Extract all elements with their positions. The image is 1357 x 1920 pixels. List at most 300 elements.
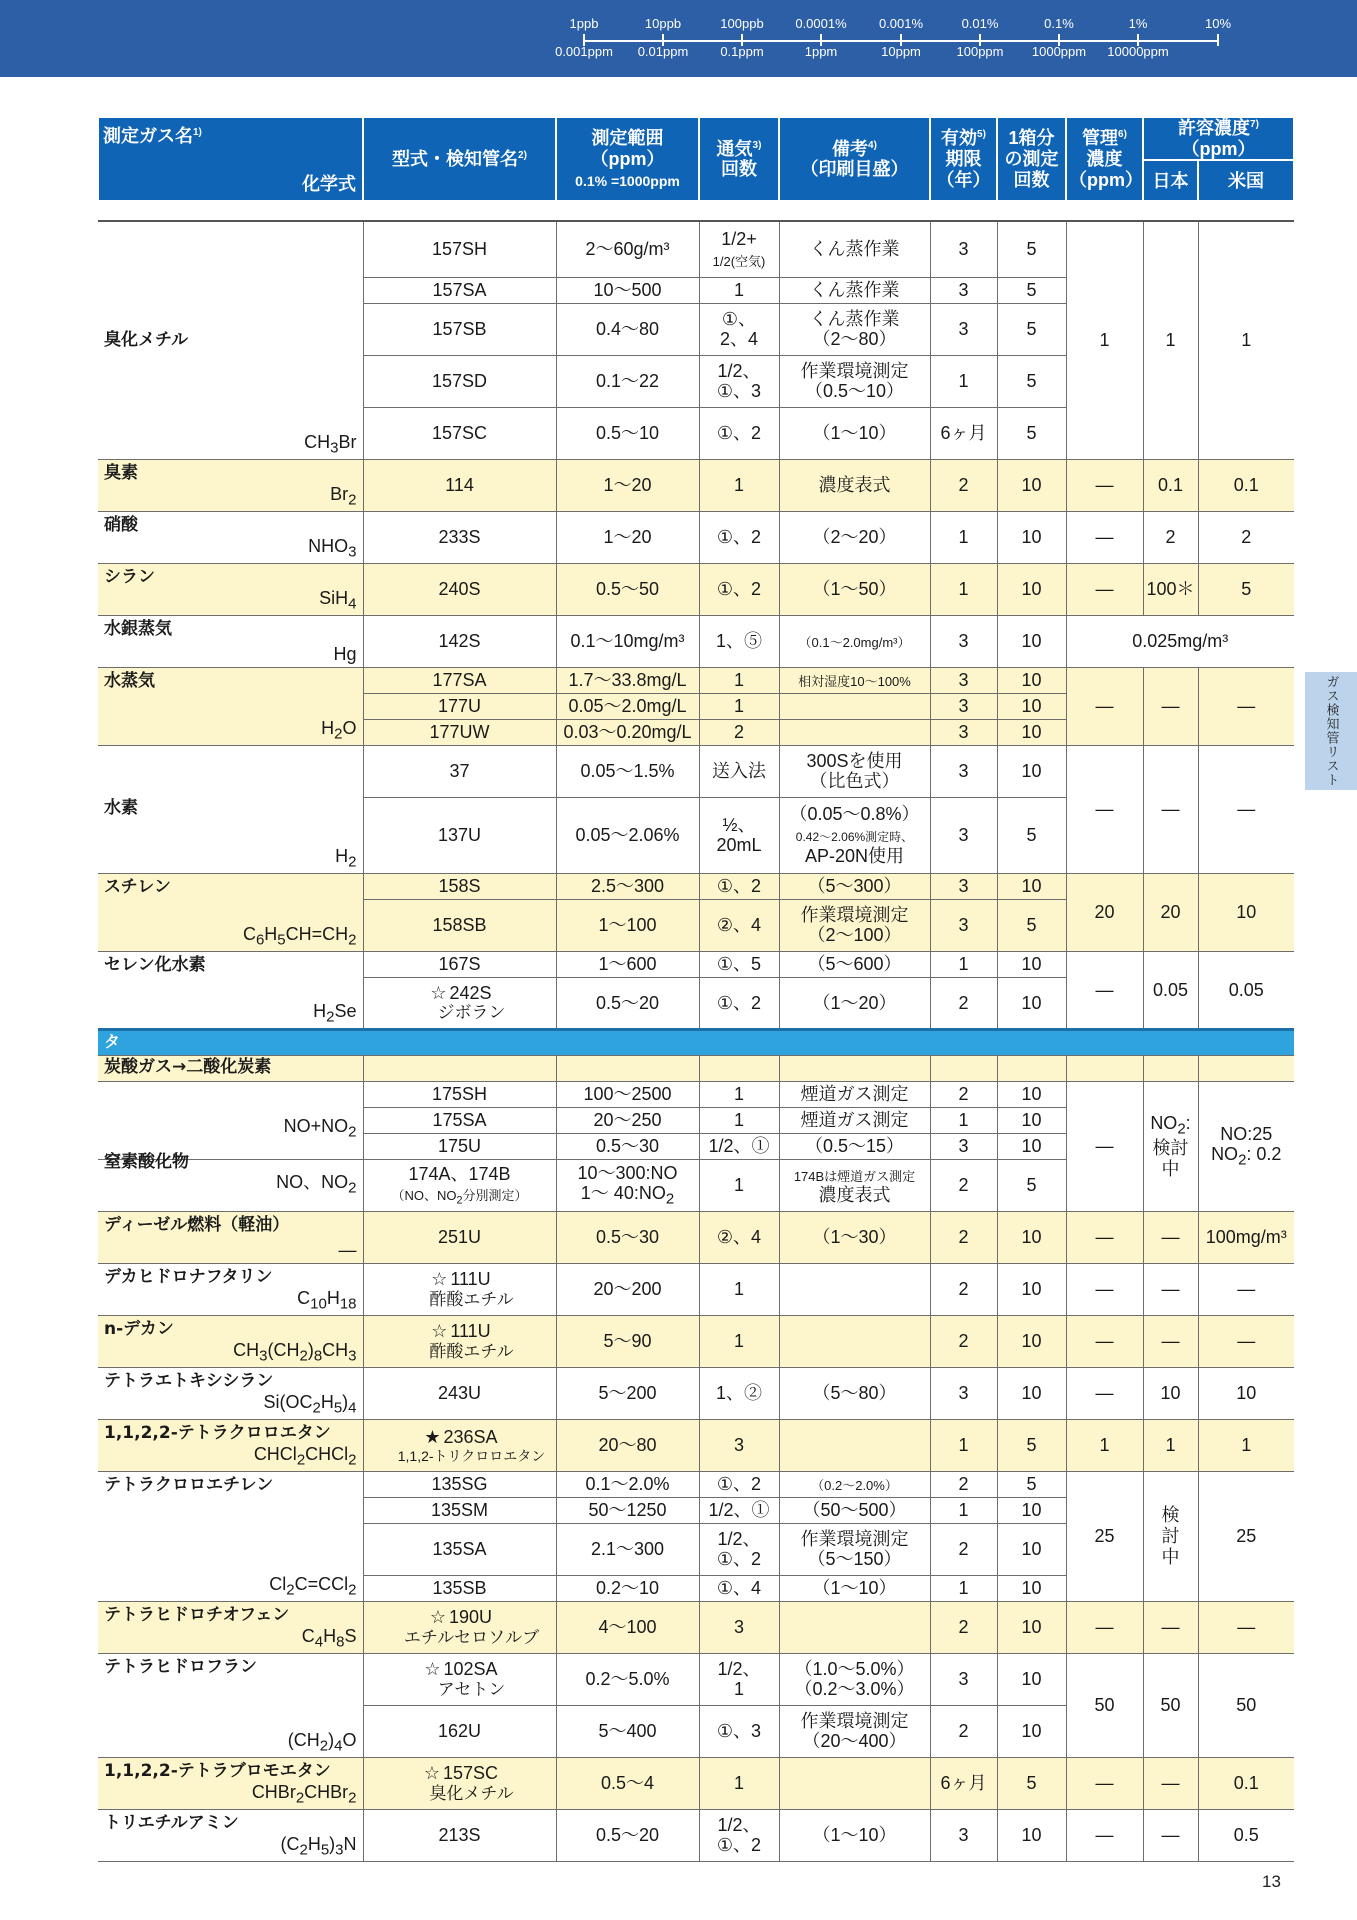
tube-model: 135SG <box>363 1471 556 1497</box>
tube-model: 240S <box>363 563 556 615</box>
gas-detector-tube-table <box>97 116 1295 1862</box>
gas-name-cell: テトラヒドロチオフェン $C_4H_8S$ <box>98 1601 363 1653</box>
remarks: （1～30） <box>779 1211 930 1263</box>
allowable-usa: NO:25 $NO_2$: 0.2 <box>1198 1081 1294 1211</box>
strokes: 2 <box>699 719 779 745</box>
measuring-range: 1～100 <box>556 899 699 951</box>
expiry: 2 <box>930 1601 997 1653</box>
expiry: 2 <box>930 1263 997 1315</box>
expiry: 2 <box>930 1159 997 1211</box>
allowable-usa: — <box>1198 1315 1294 1367</box>
measuring-range: 1.7～33.8mg/L <box>556 667 699 693</box>
gas-name-cell: テトラクロロエチレン $Cl_2C=CCl_2$ <box>98 1471 363 1601</box>
measuring-range: 0.1～10mg/m³ <box>556 615 699 667</box>
control-concentration: — <box>1066 1081 1143 1211</box>
tube-model: 175SH <box>363 1081 556 1107</box>
expiry: 2 <box>930 1315 997 1367</box>
per-box: 10 <box>997 511 1066 563</box>
header-model: 型式・検知管名$^{2)}$ <box>363 117 556 201</box>
scale-label-bottom: 0.1ppm <box>720 44 764 59</box>
measuring-range: 5～400 <box>556 1705 699 1757</box>
remarks: 174Bは煙道ガス測定 濃度表式 <box>779 1159 930 1211</box>
control-concentration: — <box>1066 1601 1143 1653</box>
header-remarks: 備考$^{4)}$ （印刷目盛） <box>779 117 930 201</box>
measuring-range: 50～1250 <box>556 1497 699 1523</box>
remarks <box>779 1263 930 1315</box>
expiry: 6ヶ月 <box>930 1757 997 1809</box>
strokes: ②、4 <box>699 899 779 951</box>
remarks: （5～300） <box>779 873 930 899</box>
per-box: 5 <box>997 899 1066 951</box>
strokes: 1 <box>699 1315 779 1367</box>
tube-model: 157SB <box>363 303 556 355</box>
tube-model: ☆ 111U 酢酸エチル <box>363 1263 556 1315</box>
expiry: 3 <box>930 873 997 899</box>
allowable-japan: 100＊ <box>1143 563 1198 615</box>
allowable-japan: 1 <box>1143 1419 1198 1471</box>
table-row <box>98 1263 1294 1315</box>
strokes: 1 <box>699 277 779 303</box>
expiry: 1 <box>930 1107 997 1133</box>
measuring-range: 0.5～4 <box>556 1757 699 1809</box>
expiry: 3 <box>930 797 997 873</box>
per-box: 5 <box>997 303 1066 355</box>
per-box: 10 <box>997 1107 1066 1133</box>
per-box: 5 <box>997 407 1066 459</box>
gas-name-cell: シラン SiH$_4$ <box>98 563 363 615</box>
strokes: 1 <box>699 459 779 511</box>
allowable-japan: 50 <box>1143 1653 1198 1757</box>
remarks: （1～10） <box>779 407 930 459</box>
allowable-usa: 100mg/m³ <box>1198 1211 1294 1263</box>
per-box: 10 <box>997 1705 1066 1757</box>
scale-label-bottom: 10ppm <box>881 44 921 59</box>
section-label: タ <box>98 1029 1294 1055</box>
header-per-box: 1箱分 の測定 回数 <box>997 117 1066 201</box>
table-row <box>98 951 1294 977</box>
measuring-range: 0.05～2.0mg/L <box>556 693 699 719</box>
tube-model: 177U <box>363 693 556 719</box>
header-range: 測定範囲（ppm） 0.1% =1000ppm <box>556 117 699 201</box>
tube-model: ☆ 102SA アセトン <box>363 1653 556 1705</box>
measuring-range: 2.1～300 <box>556 1523 699 1575</box>
table-row <box>98 1315 1294 1367</box>
control-concentration: — <box>1066 1315 1143 1367</box>
measuring-range: 5～90 <box>556 1315 699 1367</box>
per-box: 10 <box>997 1575 1066 1601</box>
remarks <box>779 1315 930 1367</box>
tube-model: ☆ 242S ジボラン <box>363 977 556 1029</box>
section-header-row <box>98 1029 1294 1055</box>
tube-model: 135SA <box>363 1523 556 1575</box>
per-box: 10 <box>997 615 1066 667</box>
expiry: 6ヶ月 <box>930 407 997 459</box>
tube-model: 177SA <box>363 667 556 693</box>
remarks: くん蒸作業 （2～80） <box>779 303 930 355</box>
gas-name-cell: デカヒドロナフタリン $C_{10}H_{18}$ <box>98 1263 363 1315</box>
remarks: 作業環境測定 （2～100） <box>779 899 930 951</box>
strokes: 1 <box>699 693 779 719</box>
per-box: 10 <box>997 1081 1066 1107</box>
remarks: 作業環境測定 （5～150） <box>779 1523 930 1575</box>
tube-model: 114 <box>363 459 556 511</box>
expiry: 3 <box>930 221 997 277</box>
expiry: 2 <box>930 1523 997 1575</box>
per-box: 10 <box>997 951 1066 977</box>
remarks: 作業環境測定 （20～400） <box>779 1705 930 1757</box>
allowable-japan: — <box>1143 1809 1198 1861</box>
tube-model: ☆ 190U エチルセロソルブ <box>363 1601 556 1653</box>
formula-cell: NO、$NO_2$ <box>98 1159 363 1211</box>
strokes: 送入法 <box>699 745 779 797</box>
measuring-range: 0.2～5.0% <box>556 1653 699 1705</box>
per-box: 10 <box>997 1653 1066 1705</box>
allowable-usa: 50 <box>1198 1653 1294 1757</box>
control-concentration: 1 <box>1066 1419 1143 1471</box>
expiry: 2 <box>930 1081 997 1107</box>
allowable-usa: — <box>1198 667 1294 745</box>
gas-name-cell: 臭素 $Br_2$ <box>98 459 363 511</box>
header-usa: 米国 <box>1198 160 1294 201</box>
tube-model: 158S <box>363 873 556 899</box>
per-box: 10 <box>997 667 1066 693</box>
per-box: 10 <box>997 1523 1066 1575</box>
expiry: 3 <box>930 1809 997 1861</box>
per-box: 5 <box>997 1757 1066 1809</box>
allowable-usa: 0.5 <box>1198 1809 1294 1861</box>
per-box: 10 <box>997 1809 1066 1861</box>
section-side-tab[interactable] <box>1305 672 1357 790</box>
gas-name-cell: $NO+NO_2$ 窒素酸化物 <box>98 1081 363 1159</box>
expiry: 1 <box>930 1497 997 1523</box>
strokes: 1/2、 ①、2 <box>699 1523 779 1575</box>
allowable-usa: 5 <box>1198 563 1294 615</box>
allowable-japan: 10 <box>1143 1367 1198 1419</box>
allowable-usa: 2 <box>1198 511 1294 563</box>
table-row <box>98 221 1294 277</box>
remarks: （1～20） <box>779 977 930 1029</box>
scale-tick <box>1217 34 1219 46</box>
per-box: 10 <box>997 1367 1066 1419</box>
remarks: （2～20） <box>779 511 930 563</box>
measuring-range: 0.5～50 <box>556 563 699 615</box>
table-row <box>98 459 1294 511</box>
allowable-japan: — <box>1143 1263 1198 1315</box>
per-box: 5 <box>997 277 1066 303</box>
remarks <box>779 1419 930 1471</box>
gas-name-cell: 水銀蒸気 Hg <box>98 615 363 667</box>
strokes: 1/2、① <box>699 1133 779 1159</box>
per-box: 5 <box>997 797 1066 873</box>
measuring-range: 2.5～300 <box>556 873 699 899</box>
remarks: （0.05～0.8%） 0.42～2.06%測定時、 AP-20N使用 <box>779 797 930 873</box>
table-row <box>98 1757 1294 1809</box>
control-concentration: — <box>1066 563 1143 615</box>
control-concentration: — <box>1066 745 1143 873</box>
per-box: 10 <box>997 873 1066 899</box>
remarks: （0.2～2.0%） <box>779 1471 930 1497</box>
measuring-range: 0.4～80 <box>556 303 699 355</box>
gas-name-cell: 臭化メチル $CH_3Br$ <box>98 221 363 459</box>
strokes: 1 <box>699 1081 779 1107</box>
allowable-usa: 10 <box>1198 873 1294 951</box>
expiry: 1 <box>930 355 997 407</box>
per-box: 10 <box>997 1133 1066 1159</box>
per-box: 10 <box>997 693 1066 719</box>
gas-name-cell: トリエチルアミン $(C_2H_5)_3N$ <box>98 1809 363 1861</box>
tube-model: 157SA <box>363 277 556 303</box>
tube-model: 175U <box>363 1133 556 1159</box>
header-japan: 日本 <box>1143 160 1198 201</box>
control-concentration: — <box>1066 1211 1143 1263</box>
expiry: 3 <box>930 667 997 693</box>
tube-model: 174A、174B （NO、$NO_2$分別測定） <box>363 1159 556 1211</box>
control-concentration: — <box>1066 1263 1143 1315</box>
table-row <box>98 1081 1294 1107</box>
scale-label-top: 0.0001% <box>795 16 847 31</box>
expiry: 3 <box>930 899 997 951</box>
allowable-merged: 0.025mg/m³ <box>1066 615 1294 667</box>
tube-model: 213S <box>363 1809 556 1861</box>
remarks: （0.1～2.0mg/m³） <box>779 615 930 667</box>
measuring-range: 1～20 <box>556 511 699 563</box>
allowable-japan: 検 討 中 <box>1143 1471 1198 1601</box>
tube-model: 167S <box>363 951 556 977</box>
allowable-japan: 20 <box>1143 873 1198 951</box>
table-row <box>98 511 1294 563</box>
scale-label-top: 0.1% <box>1044 16 1074 31</box>
table-row <box>98 745 1294 797</box>
control-concentration: 50 <box>1066 1653 1143 1757</box>
measuring-range: 1～20 <box>556 459 699 511</box>
measuring-range: 0.5～30 <box>556 1133 699 1159</box>
control-concentration: — <box>1066 1809 1143 1861</box>
scale-label-top: 10% <box>1204 16 1232 31</box>
strokes: ①、2 <box>699 977 779 1029</box>
scale-label-bottom: 1000ppm <box>1031 44 1087 59</box>
table-row <box>98 1055 1294 1081</box>
measuring-range: 10～500 <box>556 277 699 303</box>
gas-name-cell: n-デカン $CH_3(CH_2)_8CH_3$ <box>98 1315 363 1367</box>
table-row <box>98 1601 1294 1653</box>
concentration-scale-banner <box>0 0 1357 77</box>
gas-name-cell: テトラヒドロフラン $(CH_2)_4O$ <box>98 1653 363 1757</box>
measuring-range: 1～600 <box>556 951 699 977</box>
expiry: 1 <box>930 951 997 977</box>
per-box: 10 <box>997 1601 1066 1653</box>
scale-label-bottom: 0.01ppm <box>637 44 689 59</box>
tube-model: 158SB <box>363 899 556 951</box>
allowable-usa: 0.05 <box>1198 951 1294 1029</box>
allowable-japan: 2 <box>1143 511 1198 563</box>
strokes: 1 <box>699 1263 779 1315</box>
control-concentration: — <box>1066 511 1143 563</box>
tube-model: ☆ 111U 酢酸エチル <box>363 1315 556 1367</box>
expiry: 2 <box>930 1211 997 1263</box>
tube-model: 142S <box>363 615 556 667</box>
remarks: 煙道ガス測定 <box>779 1081 930 1107</box>
strokes: ①、2 <box>699 407 779 459</box>
strokes: ①、3 <box>699 1705 779 1757</box>
tube-model: 162U <box>363 1705 556 1757</box>
strokes: ①、4 <box>699 1575 779 1601</box>
tube-model: 251U <box>363 1211 556 1263</box>
control-concentration: — <box>1066 667 1143 745</box>
measuring-range: 0.2～10 <box>556 1575 699 1601</box>
remarks: 作業環境測定 （0.5～10） <box>779 355 930 407</box>
expiry: 3 <box>930 693 997 719</box>
table-row <box>98 1471 1294 1497</box>
gas-name-cell: スチレン $C_6H_5CH=CH_2$ <box>98 873 363 951</box>
side-tab-label: ガス検知管リスト <box>1323 675 1339 787</box>
remarks <box>779 1601 930 1653</box>
control-concentration: 1 <box>1066 221 1143 459</box>
remarks <box>779 693 930 719</box>
strokes: 1/2、 1 <box>699 1653 779 1705</box>
measuring-range: 20～200 <box>556 1263 699 1315</box>
strokes: 1/2、 ①、2 <box>699 1809 779 1861</box>
tube-model: 157SD <box>363 355 556 407</box>
per-box: 5 <box>997 1159 1066 1211</box>
remarks: （0.5～15） <box>779 1133 930 1159</box>
table-row <box>98 1367 1294 1419</box>
measuring-range: 20～80 <box>556 1419 699 1471</box>
per-box: 10 <box>997 719 1066 745</box>
measuring-range: 100～2500 <box>556 1081 699 1107</box>
header-control: 管理$^{6)}$ 濃度 （ppm） <box>1066 117 1143 201</box>
scale-label-top: 10ppb <box>644 16 682 31</box>
per-box: 5 <box>997 221 1066 277</box>
control-concentration: — <box>1066 459 1143 511</box>
remarks: （1～10） <box>779 1575 930 1601</box>
allowable-usa: — <box>1198 745 1294 873</box>
gas-name-cell: ディーゼル燃料（軽油） — <box>98 1211 363 1263</box>
header-expiry: 有効$^{5)}$ 期限 （年） <box>930 117 997 201</box>
remarks: くん蒸作業 <box>779 221 930 277</box>
strokes: ②、4 <box>699 1211 779 1263</box>
table-row <box>98 667 1294 693</box>
expiry: 1 <box>930 1575 997 1601</box>
remarks: 300Sを使用 （比色式） <box>779 745 930 797</box>
strokes: ①、 2、4 <box>699 303 779 355</box>
tube-model: 157SC <box>363 407 556 459</box>
gas-name-cell: 1,1,2,2-テトラブロモエタン CHBr$_2$CHBr$_2$ <box>98 1757 363 1809</box>
measuring-range: 20～250 <box>556 1107 699 1133</box>
tube-model: ★ 236SA 1,1,2-トリクロロエタン <box>363 1419 556 1471</box>
strokes: ①、2 <box>699 873 779 899</box>
strokes: 1 <box>699 1159 779 1211</box>
allowable-japan: — <box>1143 667 1198 745</box>
strokes: 1/2+ 1/2(空気) <box>699 221 779 277</box>
control-concentration: — <box>1066 951 1143 1029</box>
remarks: 相対湿度10～100% <box>779 667 930 693</box>
allowable-japan: $NO_2$: 検討中 <box>1143 1081 1198 1211</box>
strokes: 1、⑤ <box>699 615 779 667</box>
tube-model: 137U <box>363 797 556 873</box>
tube-model: 175SA <box>363 1107 556 1133</box>
remarks: （1.0～5.0%） （0.2～3.0%） <box>779 1653 930 1705</box>
measuring-range: 0.05～2.06% <box>556 797 699 873</box>
measuring-range: 0.05～1.5% <box>556 745 699 797</box>
per-box: 10 <box>997 1263 1066 1315</box>
expiry: 3 <box>930 1367 997 1419</box>
expiry: 1 <box>930 511 997 563</box>
tube-model: 135SM <box>363 1497 556 1523</box>
strokes: ①、2 <box>699 511 779 563</box>
scale-label-top: 100ppb <box>720 16 764 31</box>
strokes: 1 <box>699 1757 779 1809</box>
expiry: 2 <box>930 977 997 1029</box>
per-box: 10 <box>997 977 1066 1029</box>
remarks: （1～50） <box>779 563 930 615</box>
gas-name-cell: 水蒸気 $H_2O$ <box>98 667 363 745</box>
control-concentration: — <box>1066 1757 1143 1809</box>
strokes: 1/2、 ①、3 <box>699 355 779 407</box>
gas-name-cell: セレン化水素 $H_2Se$ <box>98 951 363 1029</box>
scale-label-bottom: 100ppm <box>956 44 1004 59</box>
allowable-usa: 10 <box>1198 1367 1294 1419</box>
per-box: 10 <box>997 745 1066 797</box>
scale-label-top: 1% <box>1128 16 1148 31</box>
strokes: ①、2 <box>699 563 779 615</box>
strokes: 3 <box>699 1601 779 1653</box>
gas-name-cell: 炭酸ガス→二酸化炭素 <box>98 1055 363 1081</box>
table-row <box>98 615 1294 667</box>
remarks <box>779 719 930 745</box>
measuring-range: 0.5～10 <box>556 407 699 459</box>
table-row <box>98 873 1294 899</box>
remarks: （5～80） <box>779 1367 930 1419</box>
per-box: 5 <box>997 355 1066 407</box>
allowable-usa: 0.1 <box>1198 1757 1294 1809</box>
page-number: 13 <box>1262 1872 1281 1891</box>
strokes: 1 <box>699 1107 779 1133</box>
scale-label-top: 0.01% <box>961 16 999 31</box>
gas-name-cell: 水素 $H_2$ <box>98 745 363 873</box>
table-row <box>98 563 1294 615</box>
remarks: （50～500） <box>779 1497 930 1523</box>
allowable-usa: 25 <box>1198 1471 1294 1601</box>
tube-model: ☆ 157SC 臭化メチル <box>363 1757 556 1809</box>
gas-name-cell: テトラエトキシシラン $Si(OC_2H_5)_4$ <box>98 1367 363 1419</box>
gas-name-cell: 1,1,2,2-テトラクロロエタン CHCl$_2$CHCl$_2$ <box>98 1419 363 1471</box>
strokes: 3 <box>699 1419 779 1471</box>
remarks: くん蒸作業 <box>779 277 930 303</box>
expiry: 2 <box>930 1471 997 1497</box>
measuring-range: 0.03～0.20mg/L <box>556 719 699 745</box>
remarks: 濃度表式 <box>779 459 930 511</box>
per-box: 5 <box>997 1419 1066 1471</box>
per-box: 10 <box>997 459 1066 511</box>
expiry: 3 <box>930 303 997 355</box>
header-gas-name: 測定ガス名$^{1)}$ 化学式 <box>98 117 363 201</box>
allowable-japan: 0.1 <box>1143 459 1198 511</box>
gas-name-cell: 硝酸 $NHO_3$ <box>98 511 363 563</box>
concentration-scale <box>555 14 1232 66</box>
control-concentration: 25 <box>1066 1471 1143 1601</box>
header-formula: 化学式 <box>302 173 356 194</box>
measuring-range: 4～100 <box>556 1601 699 1653</box>
header-allowable: 許容濃度$^{7)}$（ppm） <box>1143 117 1294 160</box>
expiry: 3 <box>930 719 997 745</box>
allowable-japan: — <box>1143 1315 1198 1367</box>
scale-label-bottom: 10000ppm <box>1107 44 1169 59</box>
remarks: （1～10） <box>779 1809 930 1861</box>
tube-model: 135SB <box>363 1575 556 1601</box>
measuring-range: 0.5～30 <box>556 1211 699 1263</box>
tube-model: 157SH <box>363 221 556 277</box>
per-box: 10 <box>997 1315 1066 1367</box>
